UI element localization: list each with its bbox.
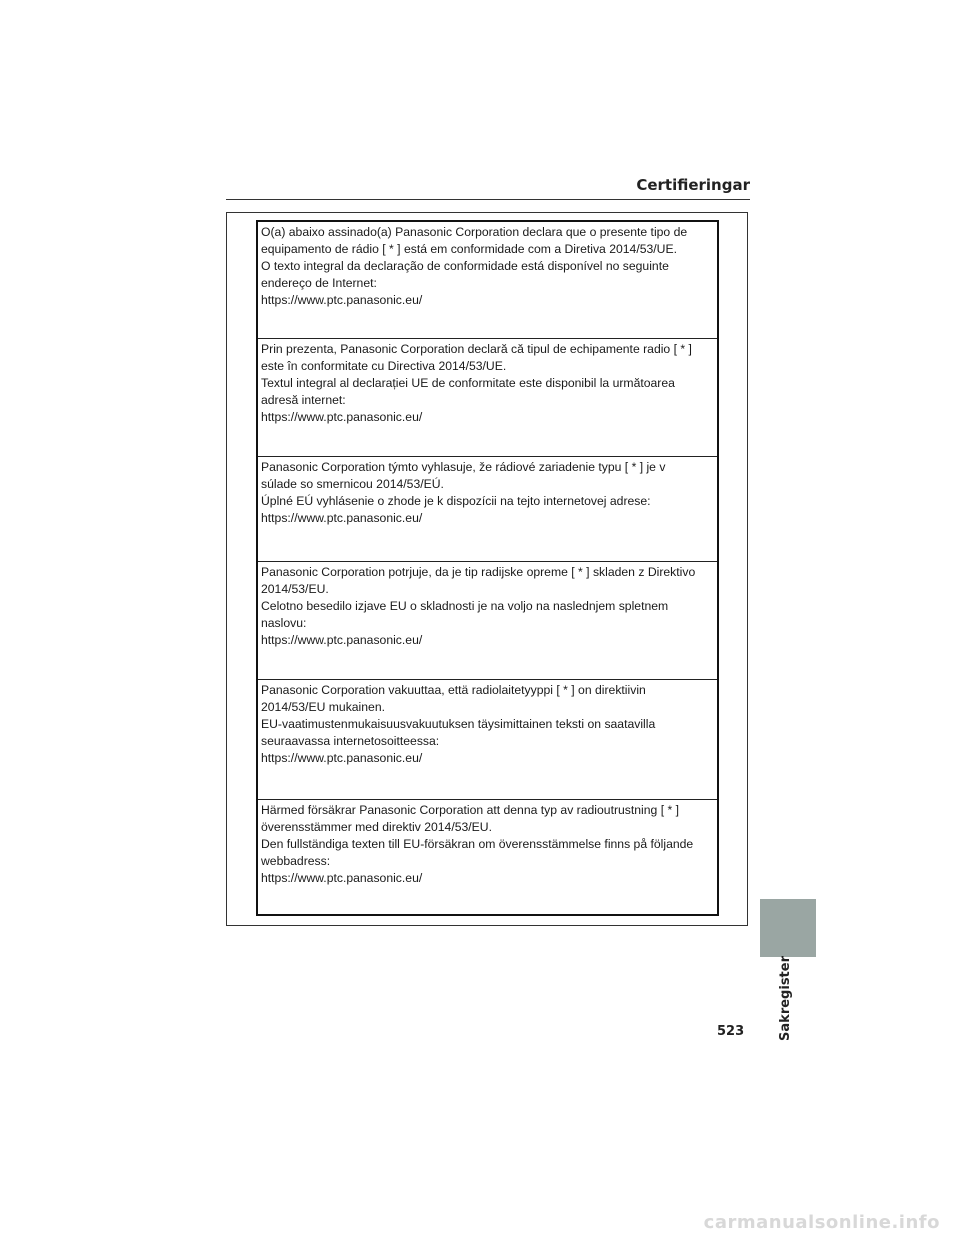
declaration-line: O texto integral da declaração de conformidade está disponível no seguinte [261, 259, 669, 273]
declaration-line: naslovu: [261, 616, 307, 630]
declaration-url: https://www.ptc.panasonic.eu/ [261, 633, 423, 647]
declarations-table [256, 220, 719, 916]
declaration-line: webbadress: [261, 854, 331, 868]
declaration-line: överensstämmer med direktiv 2014/53/EU. [261, 820, 492, 834]
declaration-line: equipamento de rádio [ * ] está em conformidade com a Diretiva 2014/53/UE. [261, 242, 677, 256]
declaration-line: Härmed försäkrar Panasonic Corporation att denna typ av radioutrustning [ * ] [261, 803, 679, 817]
declaration-finnish [258, 680, 717, 800]
declaration-line: Úplné EÚ vyhlásenie o zhode je k dispozícii na tejto internetovej adrese: [261, 494, 651, 508]
declaration-swedish [258, 800, 717, 914]
declaration-line: EU-vaatimustenmukaisuusvakuutuksen täysimittainen teksti on saatavilla [261, 717, 656, 731]
watermark: carmanualsonline.info [703, 1212, 940, 1233]
declaration-line: Den fullständiga texten till EU-försäkran om överensstämmelse finns på följande [261, 837, 694, 851]
declaration-line: Panasonic Corporation vakuuttaa, että radiolaitetyyppi [ * ] on direktiivin [261, 683, 646, 697]
declaration-line: súlade so smernicou 2014/53/EÚ. [261, 477, 444, 491]
section-tab-label [770, 955, 800, 1041]
declaration-url: https://www.ptc.panasonic.eu/ [261, 751, 423, 765]
declaration-line: Prin prezenta, Panasonic Corporation declară că tipul de echipamente radio [ * ] [261, 342, 692, 356]
declaration-slovak [258, 457, 717, 562]
declaration-line: seuraavassa internetosoitteessa: [261, 734, 440, 748]
declaration-line: adresă internet: [261, 393, 346, 407]
declaration-url: https://www.ptc.panasonic.eu/ [261, 871, 423, 885]
section-tab-text: Sakregister [777, 955, 793, 1041]
declaration-line: endereço de Internet: [261, 276, 377, 290]
declaration-line: Panasonic Corporation týmto vyhlasuje, že rádiové zariadenie typu [ * ] je v [261, 460, 666, 474]
section-title: Certifieringar [636, 176, 750, 194]
declaration-line: Panasonic Corporation potrjuje, da je tip radijske opreme [ * ] skladen z Direktivo [261, 565, 696, 579]
declaration-line: Celotno besedilo izjave EU o skladnosti je na voljo na naslednjem spletnem [261, 599, 669, 613]
section-tab [760, 899, 816, 957]
declaration-line: 2014/53/EU. [261, 582, 329, 596]
declaration-line: O(a) abaixo assinado(a) Panasonic Corporation declara que o presente tipo de [261, 225, 688, 239]
page-number: 523 [717, 1024, 745, 1039]
declaration-url: https://www.ptc.panasonic.eu/ [261, 410, 423, 424]
declaration-line: este în conformitate cu Directiva 2014/53/UE. [261, 359, 507, 373]
declaration-url: https://www.ptc.panasonic.eu/ [261, 511, 423, 525]
header-divider [226, 199, 750, 200]
declaration-romanian [258, 339, 717, 457]
declaration-slovenian [258, 562, 717, 680]
declaration-line: 2014/53/EU mukainen. [261, 700, 385, 714]
declaration-portuguese [258, 222, 717, 339]
declaration-url: https://www.ptc.panasonic.eu/ [261, 293, 423, 307]
declaration-line: Textul integral al declarației UE de conformitate este disponibil la următoarea [261, 376, 675, 390]
